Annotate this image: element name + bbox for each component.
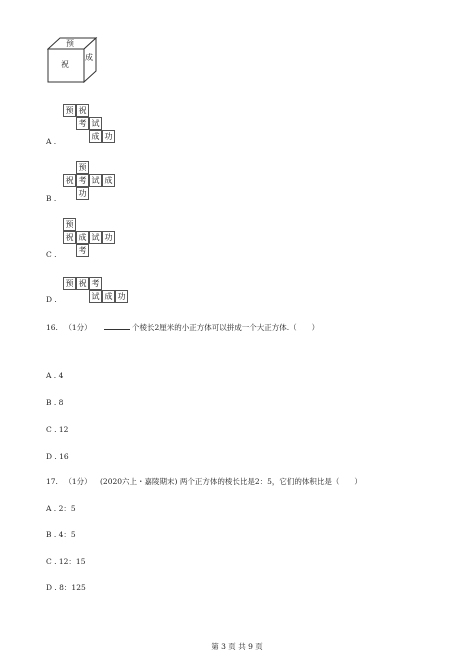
net-d-cell: 试 bbox=[89, 290, 102, 303]
net-d-cell: 预 bbox=[63, 277, 76, 290]
option-c-label[interactable]: C . bbox=[46, 250, 57, 259]
option-d-label[interactable]: D . bbox=[46, 295, 57, 304]
q16-option-b[interactable]: B . 8 bbox=[46, 398, 64, 407]
net-c-cell: 功 bbox=[102, 231, 115, 244]
net-b-cell: 考 bbox=[76, 174, 89, 187]
net-c-cell: 试 bbox=[89, 231, 102, 244]
question-16 bbox=[46, 321, 319, 333]
question-score: （1分） bbox=[64, 323, 92, 332]
page-footer: 第 3 页 共 9 页 bbox=[211, 642, 263, 651]
net-c-cell: 成 bbox=[76, 231, 89, 244]
net-b-cell: 预 bbox=[76, 161, 89, 174]
option-a-label[interactable]: A . bbox=[46, 137, 57, 146]
cube-figure bbox=[47, 37, 103, 83]
net-a-cell: 考 bbox=[76, 117, 89, 130]
q17-option-d[interactable]: D . 8：125 bbox=[46, 583, 86, 592]
question-number: 16. bbox=[46, 323, 58, 332]
net-c-cell: 考 bbox=[76, 244, 89, 257]
net-b-cell: 成 bbox=[102, 174, 115, 187]
option-b-label[interactable]: B . bbox=[46, 194, 57, 203]
q17-option-c[interactable]: C . 12：15 bbox=[46, 557, 86, 566]
question-text: (2020六上・嘉陵期末) 两个正方体的棱长比是2：5，它们的体积比是（ ） bbox=[100, 477, 362, 486]
question-score: （1分） bbox=[64, 477, 92, 486]
net-d-cell: 考 bbox=[89, 277, 102, 290]
net-a-cell: 祝 bbox=[76, 104, 89, 117]
q17-option-b[interactable]: B . 4：5 bbox=[46, 530, 76, 539]
q17-option-a[interactable]: A . 2：5 bbox=[46, 504, 76, 513]
cube-right-face: 成 bbox=[85, 53, 93, 62]
net-b-cell: 祝 bbox=[63, 174, 76, 187]
cube-top-face: 预 bbox=[66, 39, 74, 48]
q16-option-a[interactable]: A . 4 bbox=[46, 371, 64, 380]
net-a-cell: 预 bbox=[63, 104, 76, 117]
net-a-cell: 成 bbox=[89, 130, 102, 143]
net-c-cell: 预 bbox=[63, 218, 76, 231]
q16-option-d[interactable]: D . 16 bbox=[46, 452, 69, 461]
answer-blank[interactable] bbox=[104, 321, 130, 330]
net-c-cell: 祝 bbox=[63, 231, 76, 244]
question-text: 个棱长2厘米的小正方体可以拼成一个大正方体.（ ） bbox=[132, 323, 320, 332]
net-a-cell: 试 bbox=[89, 117, 102, 130]
net-d-cell: 成 bbox=[102, 290, 115, 303]
net-d-cell: 祝 bbox=[76, 277, 89, 290]
question-17 bbox=[46, 477, 362, 487]
net-b-cell: 功 bbox=[76, 187, 89, 200]
net-d-cell: 功 bbox=[115, 290, 128, 303]
net-a-cell: 功 bbox=[102, 130, 115, 143]
cube-front-face: 祝 bbox=[61, 60, 69, 69]
q16-option-c[interactable]: C . 12 bbox=[46, 425, 69, 434]
question-number: 17. bbox=[46, 477, 58, 486]
net-b-cell: 试 bbox=[89, 174, 102, 187]
